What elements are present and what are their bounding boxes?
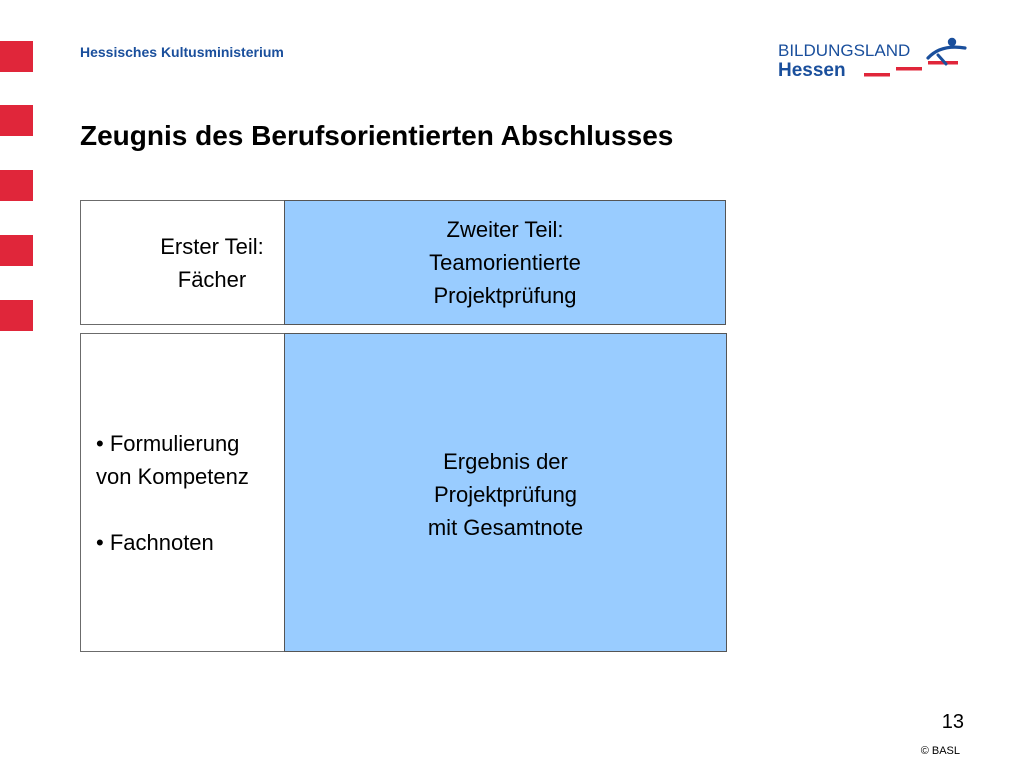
first-part-header-text: Erster Teil: Fächer [160,234,264,292]
second-part-body-text: Ergebnis der Projektprüfung mit Gesamtnote [427,449,584,540]
side-marker [0,300,33,331]
logo-line2: Hessen [778,60,846,81]
ministry-name: Hessisches Kultusministerium [80,44,284,60]
side-marker [0,235,33,266]
logo-line1: BILDUNGSLAND [778,41,911,60]
page-number: 13 [941,711,964,733]
slide-title: Zeugnis des Berufsorientierten Abschlusses [80,120,674,151]
side-marker [0,105,33,136]
side-marker [0,170,33,201]
copyright: © BASL [920,745,960,757]
side-marker [0,41,33,72]
first-part-body-text: • Formulierung von Kompetenz • Fachnoten [96,431,249,555]
second-part-header-text: Zweiter Teil: Teamorientierte Projektprüfung [429,217,581,308]
bildungsland-hessen-logo [778,36,978,84]
